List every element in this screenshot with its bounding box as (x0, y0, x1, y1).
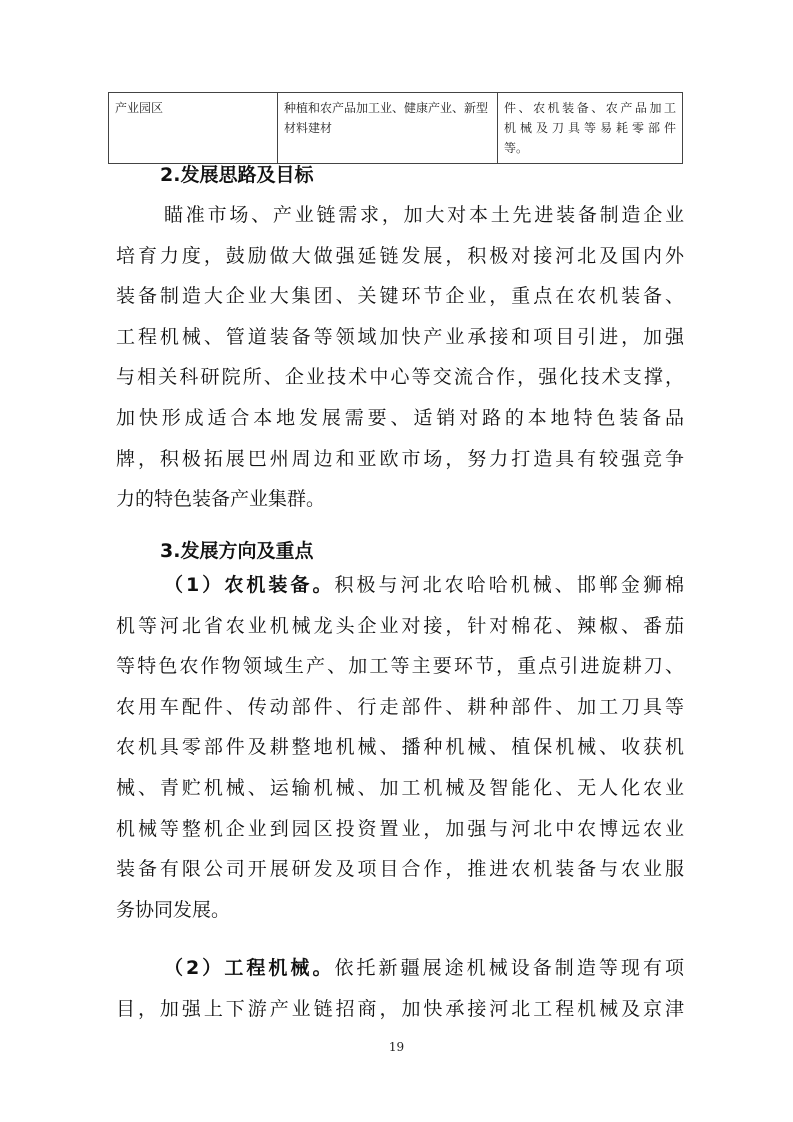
table-cell-line: 件、农机装备、农产品加工 (504, 101, 676, 115)
table-cell-industries: 种植和农产品加工业、健康产业、新型材料建材 (278, 93, 498, 164)
paragraph-goals (116, 195, 684, 520)
text-line: 加快形成适合本地发展需要、适销对路的本地特色装备品 (116, 406, 684, 429)
table-cell-products (498, 93, 683, 164)
text-line (116, 565, 684, 606)
text-line: 械、青贮机械、运输机械、加工机械及智能化、无人化农业 (116, 776, 684, 799)
table-cell-line: 机械及刀具等易耗零部件 (504, 121, 676, 135)
paragraph-lead: （2）工程机械。 (164, 957, 335, 979)
text-line: 牌，积极拓展巴州周边和亚欧市场，努力打造具有较强竞争 (116, 447, 684, 470)
section-heading-directions: 3.发展方向及重点 (160, 540, 314, 562)
table-row (109, 93, 683, 164)
section-heading-goals: 2.发展思路及目标 (160, 164, 314, 186)
text-line: 瞄准市场、产业链需求，加大对本土先进装备制造企业 (164, 204, 684, 226)
page-number: 19 (388, 1040, 405, 1054)
text-line: 培育力度，鼓励做大做强延链发展，积极对接河北及国内外 (116, 244, 684, 267)
text-line: 机等河北省农业机械龙头企业对接，针对棉花、辣椒、番茄 (116, 614, 684, 637)
text-run: 积极与河北农哈哈机械、邯郸金狮棉 (334, 574, 684, 596)
paragraph-lead: （1）农机装备。 (164, 574, 335, 596)
text-line: 农用车配件、传动部件、行走部件、耕种部件、加工刀具等 (116, 695, 684, 718)
text-line: 与相关科研院所、企业技术中心等交流合作，强化技术支撑， (116, 366, 684, 389)
text-run: 依托新疆展途机械设备制造等现有项 (334, 957, 684, 979)
paragraph-engineering-machinery (116, 948, 684, 1029)
table-cell-park: 产业园区 (109, 93, 278, 164)
table-cell-line: 等。 (504, 141, 529, 155)
text-line: 工程机械、管道装备等领域加快产业承接和项目引进，加强 (116, 325, 684, 348)
industry-table-fragment (108, 92, 683, 164)
text-line: 装备制造大企业大集团、关键环节企业，重点在农机装备、 (116, 285, 684, 308)
text-line: 装备有限公司开展研发及项目合作，推进农机装备与农业服 (116, 858, 684, 881)
text-line: 等特色农作物领域生产、加工等主要环节，重点引进旋耕刀、 (116, 655, 684, 678)
text-line (116, 948, 684, 989)
text-line: 力的特色装备产业集群。 (116, 488, 326, 511)
text-line: 目，加强上下游产业链招商，加快承接河北工程机械及京津 (116, 997, 684, 1020)
text-line: 农机具零部件及耕整地机械、播种机械、植保机械、收获机 (116, 736, 684, 759)
paragraph-agri-machinery (116, 565, 684, 930)
text-line: 务协同发展。 (116, 898, 231, 921)
text-line: 机械等整机企业到园区投资置业，加强与河北中农博远农业 (116, 817, 684, 840)
